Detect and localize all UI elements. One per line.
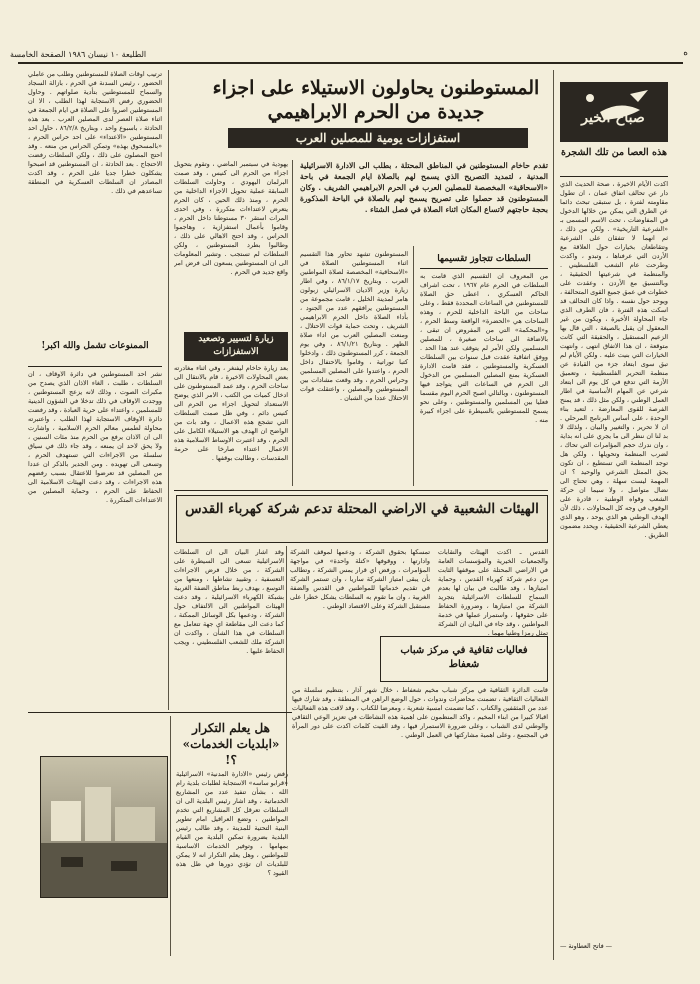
cultural-headline-box	[380, 636, 548, 682]
far-left-section-heading: الممنوعات تشمل والله اكبر!	[41, 341, 149, 351]
section1-body: من المعروف ان التقسيم الذي قامت به السلطات في الحرم عام ١٩٦٧ ، تحت اشراف الحاكم العسكري ، اعطى حق الصلاة للمستوطنين في الساعات المحددة فقط ، وعلى ساحات من الباحة الداخلية للحرم ، وهذه الساحات هي «الحضرة» الواقعة وسط الحرم ، و«المحكمة» التي من المفروض ان تبقى ، بالاضافة الى ساحات صغيرة ، للمصلين المسلمين ولكن الأمر لم يتوقف عند هذا الحد . ووفق اتفاقية عقدت قبل سنوات بين السلطات العسكرية والمستوطنين ، فقد قامت الادارة العسكرية بمنع المصلين المسلمين من الدخول الى الحرم في الساعات التي يتواجد فيها المستوطنون ، وبالتالي اصبح الحرم اليوم مقسما فعليا بين المسلمين والمستوطنين ، وعلى نحو يسمح للمستوطنين بالسيطرة على اجزاء كبيرة منه .	[420, 272, 548, 424]
left-divider	[168, 70, 169, 710]
electricity-right-body: القدس ـ اكدت الهيئات والنقابات والجمعيات الخيرية والمؤسسات العامة في الاراضي المحتلة على موقفها الثابت من دعم شركة كهرباء القدس ، وحماية امتيازها ، وقد طالبت في بيان لها بعدم السماح للسلطات الاسرائيلية بتجريد الشركة من امتيازها ، وضرورة الحفاظ على حقوقها ، واستمرار عملها في خدمة المواطنين ، وقد جاء في البيان ان الشركة تمثل رمزا وطنيا مهما .	[438, 548, 548, 637]
section2-body: بعد زيارة حاخام ليفنغر ، وفي اثناء مغادرته بعض المحاولات الاخيرة ، قام بالانتقال الى ساحات الحرم ، وقد عمد المستوطنون على ادخال كميات من الكتب ، الامر الذي يوضح الاستعداد لتحويل اجزاء من الحرم الى كنيس دائم ، وفي ظل صمت السلطات التي تشجع هذه الاعمال ، وقد بات من الواضح ان الهدف هو الاستيلاء الكامل على الحرم ، وقد اعتبرت الاوساط الاسلامية هذه الاعمال اعتداء صارخا على حرمة المقدسات ، وطالبت بوقفها .	[174, 364, 288, 462]
electricity-second-left: وقد اشار البيان الى ان السلطات الاسرائيلية تسعى الى السيطرة على الشركة ، من خلال فرض الاجراءات التعسفية ، وتقييد نشاطها ، ومنعها من التوسع ، بهدف ربط مناطق الضفة الغربية بشبكة الكهرباء الاسرائيلية ، وقد دعت الهيئات المواطنين الى الالتفاف حول الشركة ، ودعمها بكل الوسائل الممكنة ، كما دعت الى مقاطعة اي جهة تتعامل مع السلطات في هذا الشأن ، واكدت ان الشركة ملك للشعب الفلسطيني ، ويجب الحفاظ عليها .	[174, 548, 284, 655]
bottom-section-rule	[28, 712, 292, 713]
cultural-headline: فعاليات ثقافية في مركز شباب شعفاط	[400, 645, 528, 670]
middle-divider-1	[413, 246, 414, 486]
electricity-left-body: تمسكها بحقوق الشركة ، ودعمها لموقف الشركة وادارتها ، ووقوفها «كتلة واحدة» في مواجهة المؤامرات ، ورفض اي قرار يمس الشركة ، وتطالب بأن يبقى امتياز الشركة ساريا ، وان تستمر الشركة في تقديم خدماتها للمواطنين في القدس والضفة الغربية ، وان ما تقوم به السلطات يشكل خطرا على مستقبل الشركة وعلى الاقتصاد الوطني .	[290, 548, 430, 610]
main-subhead: استفزازات يومية للمصلين العرب	[228, 128, 528, 148]
right-column-body: اكدت الأيام الاخيرة ، صحة الحديث الذي دار عن تحالف اتفاق عمان ، ان تطول مقاومته لفترة ، بل ستبقى تبحث دائما عن الطرق التي يمكن من خلالها الدخول في المفاوضات ، تحت الاسم المسمى بـ «الشرعية التاريخية» . ولكن من ذلك ، ثم انهما لا تتفقان على الشرعية وتتقاطعان بخيارات حول العلاقة مع الأردن التي عرفناها ، وتبدو ، واكدت وطرحت عام الشعب الفلسطيني . والمنظمة في شرعيتها الحقيقية ، وبالتنسيق مع الأردن ، وعقدت على خطوات في عمق جميع القوى المتحالفة ، ويوحد حول نفسه . واذا كان التحالف قد اسكت هذه الفترة ، فان الطرف الذي جاء المحاولة الأخيرة ، ويكون من غير المعقول ان يقبل بالصيغة ، التي قال بها الزعيم المستقيل ، والحقيقة التي كانت متوقعة ، ان هذا الاتفاق انتهى ، وانتهت الخيارات التي بنيت عليه . ولكن الأيام لم تبق سوى ابتعاد جزء من القيادة عن منظمة التحرير الفلسطينية ، وتعميق الأزمة التي تدفع في كل يوم الى ابتعاد شرعي عن المهام الأساسية في اطار العمل الوطني ، ولكن مثل ذلك ، قد يمنح الفرصة للقوى المعارضة ، لتعيد بناء الوحدة ، على أساس البرنامج المرحلي . ان لا تحرير ، والتغيير والبيان ، ولذلك لا بد لنا ان ننظر الى ما يجري على انه بداية ، وان ندرك حجم المؤامرات التي تحاك ، لضرب المنظمة وتحويلها ، ولكن هل توجد المنظمة التي تستطيع ، ان تكون بحق الممثل الشرعي والوحيد ؟ ان المهمة ليست سهلة ، وهي تحتاج الى نضال متواصل ، ولا سيما ان حركة الشعب وقواه الوطنية ، قادرة على الوقوف في وجه كل المحاولات ، ذلك لأن الهدف الوطني هو الذي يوحد ، وهو الذي يعطي الشرعية الحقيقية ، ويحدد مضمون الطريق .	[560, 180, 668, 539]
right-column-signature: — فاتح العطاونة —	[560, 942, 613, 950]
main-headline: المستوطنون يحاولون الاستيلاء على اجزاء جديدة من الحرم الابراهيمي	[212, 77, 540, 123]
logo-text: صباح الخير	[581, 110, 645, 126]
main-bottom-rule	[174, 490, 548, 491]
right-column-divider	[553, 70, 554, 960]
far-left-section-body: نشر احد المستوطنين في دائرة الاوقاف ، ان السلطات ، طلبت ، الغاء الاذان الذي يصدح من مكبرات الصوت ، وذلك لانه يزعج المستوطنين ، ووجدت الاوقاف في ذلك تدخلا في الشؤون الدينية للمسلمين ، واعتداء على حرية العبادة ، وقد رفضت دائرة الاوقاف الاستجابة لهذا الطلب ، واعتبرته محاولة لطمس معالم الحرم الاسلامية ، واشارت الى ان الاذان يرفع من الحرم منذ مئات السنين ، ولا يحق لاحد ان يمنعه ، وقد جاء ذلك في سياق سلسلة من الاجراءات التي تستهدف الحرم ، وتسعى الى تهويده . ومن الجدير بالذكر ان عددا من المصلين قد تعرضوا للاعتقال بسبب رفضهم هذه الاجراءات ، وقد دعت الهيئات الاسلامية الى الحفاظ على الحرم ، وحماية المصلين من الاعتداءات المتكررة .	[28, 370, 162, 504]
left-main-column: يهودية في سبتمبر الماضي ، وتقوم بتحويل اجزاء من الحرم الى كنيس ، وقد صمت البرلمان اليهودي ، وحاولت السلطات السابقة عملية تحويل الاجزاء الداخلية من الحرم ، ومنذ ذلك الحين ، كان الحرم يتعرض لاعتداءات متكررة ، وفي احدى المرات استقر ٣٠ مستوطنا داخل الحرم ، وقاموا بأعمال استفزازية ، وهاجموا الحراس ، وقد احتج الاهالي على ذلك ، وطالبوا بطرد المستوطنين ، ولكن السلطات لم تستجب . وتشير المعلومات الى ان المستوطنين يسعون الى فرض امر واقع جديد في الحرم .	[174, 160, 288, 276]
page-marker: ه	[683, 48, 688, 58]
bottom-divider	[170, 716, 171, 956]
section1-heading: السلطات تتجاوز تقسيمها	[437, 254, 531, 264]
top-rule	[18, 62, 683, 64]
middle-column: المستوطنون تشهد تحاور هذا التقسيم اثناء المستوطنين الصلاة في «الاسحاقية» المخصصة لصلاة المواطنين العرب . وبتاريخ ٨٦/١/١٧ ، وفي اطار زيارة وزير الاديان الاسرائيلي زبولون هامر لمدينة الخليل ، قامت مجموعة من المستوطنين يرافقهم عدد من الجنود ، بأداء الصلاة داخل الحرم الابراهيمي الشريف ، وتحت حماية قوات الاحتلال ، ومنعت المصلين العرب من اداء صلاة الظهر . وبتاريخ ٨٦/١/٢١ ، وفي يوم الجمعة ، كرر المستوطنون ذلك ، وادخلوا كتبا توراتية ، وقاموا بالاحتفال داخل الحرم ، واعتدوا على المصلين المسلمين وحراس الحرم ، وقد وقعت مشادات بين المستوطنين والمصلين ، واعتقلت قوات الاحتلال عددا من الشبان .	[300, 250, 408, 402]
municipal-body: رفض رئيس «الادارة المدنية» الاسرائيلية «قرابو ساسه» الاستجابة لطلبات بلدية رام الله ، بشأن تنفيذ عدد من المشاريع الخدماتية ، وقد اشار رئيس البلدية الى ان السلطات تعرقل كل المشاريع التي تخدم المواطنين ، وتضع العراقيل امام تطوير البنية التحتية للمدينة ، وقد طالب رئيس البلدية بضرورة تمكين البلدية من القيام بمهامها ، وتوفير الخدمات الاساسية للمواطنين ، وهل يعلم التكرار انه لا يمكن للبلديات ان تؤدي دورها في ظل هذه القيود ؟	[176, 770, 288, 877]
electricity-headline-box	[176, 495, 548, 543]
far-left-section-rule	[28, 366, 162, 367]
middle-divider-2	[292, 160, 293, 486]
electricity-divider	[286, 546, 287, 786]
far-left-body: ترتيب اوقات الصلاة للمستوطنين وطلب من عاملي الحضور ، رئيس السدنة في الحرم ، بازالة السجاد والسماح للمستوطنين بتأدية صلواتهم . وحاول الحضوري رفض الاستجابة لهذا الطلب ، الا ان المستوطنين اصروا على الصلاة في ايام الجمعة في اثناء صلاة العصر لدى المصلين العرب . بعد هذه الحادثة ، باسبوع واحد ، وبتاريخ ٨٦/٢/٨ ، حاول احد المستوطنين «الاعتداء» على احد حراس الحرم ، «بالمسحوق بهذه» وتمكن الحراس من منعه . وقد احتج المصلون على ذلك ، ولكن السلطات رفضت الاحتجاج . بعد الحادثة ، ان المستوطنين قد اصبحوا يشكلون خطرا جديا على الحرم ، وقد اكدت المصادر ان السلطات العسكرية في المنطقة تساعدهم في ذلك .	[28, 70, 162, 195]
electricity-headline: الهيئات الشعبية في الاراضي المحتلة تدعم شركة كهرباء القدس	[185, 501, 539, 517]
logo-box	[560, 82, 668, 142]
section2-heading: زيارة لتسيير وتصعيد الاستفزازات	[184, 332, 288, 361]
page-date-line: الطليعة ١٠ نيسان ١٩٨٦ الصفحة الخامسة	[10, 50, 147, 59]
section1-rule	[420, 268, 548, 269]
main-lead: تقدم حاخام المستوطنين في المناطق المحتلة ، بطلب الى الادارة الاسرائيلية المدنية ، لتمديد التصريح الذي يسمح لهم بالصلاة ايام الجمعة في باحة «الاسحاقية» المخصصة للمصلين العرب في الحرم الابراهيمي الشريف . وكان المستوطنون قد حصلوا على تصريح يسمح لهم بالصلاة في الباحة المذكورة بحجة حاجتهم لاتساع المكان اثناء الصلاة في فصل الشتاء .	[300, 161, 548, 214]
city-photo-icon	[41, 757, 167, 897]
cultural-body: قامت الدائرة الثقافية في مركز شباب مخيم شعفاط ، خلال شهر آذار ، بتنظيم سلسلة من الفعاليات الثقافية ، تضمنت محاضرات وندوات ، حول الوضع الراهن في المنطقة ، وقد شارك فيها عدد من المثقفين والكتاب ، كما تضمنت امسية شعرية ، ومعرضا للكتاب ، وقد لاقت هذه الفعاليات اقبالا كبيرا من ابناء المخيم ، واكد المنظمون على اهمية هذه النشاطات في تعزيز الوعي الثقافي والوطني لدى الشباب ، وعلى ضرورة الاستمرار فيها ، وقد القيت كلمات اكدت على دور المرأة في المجتمع ، وعلى اهمية مشاركتها في العمل الوطني .	[292, 686, 548, 739]
municipal-photo	[40, 756, 168, 898]
municipal-headline: هل يعلم التكرار «ابلديات الخدمات» ؟!	[182, 721, 280, 767]
right-column-heading-rule	[560, 176, 668, 177]
right-column-heading: هذه العصا من تلك الشجرة	[561, 147, 667, 158]
